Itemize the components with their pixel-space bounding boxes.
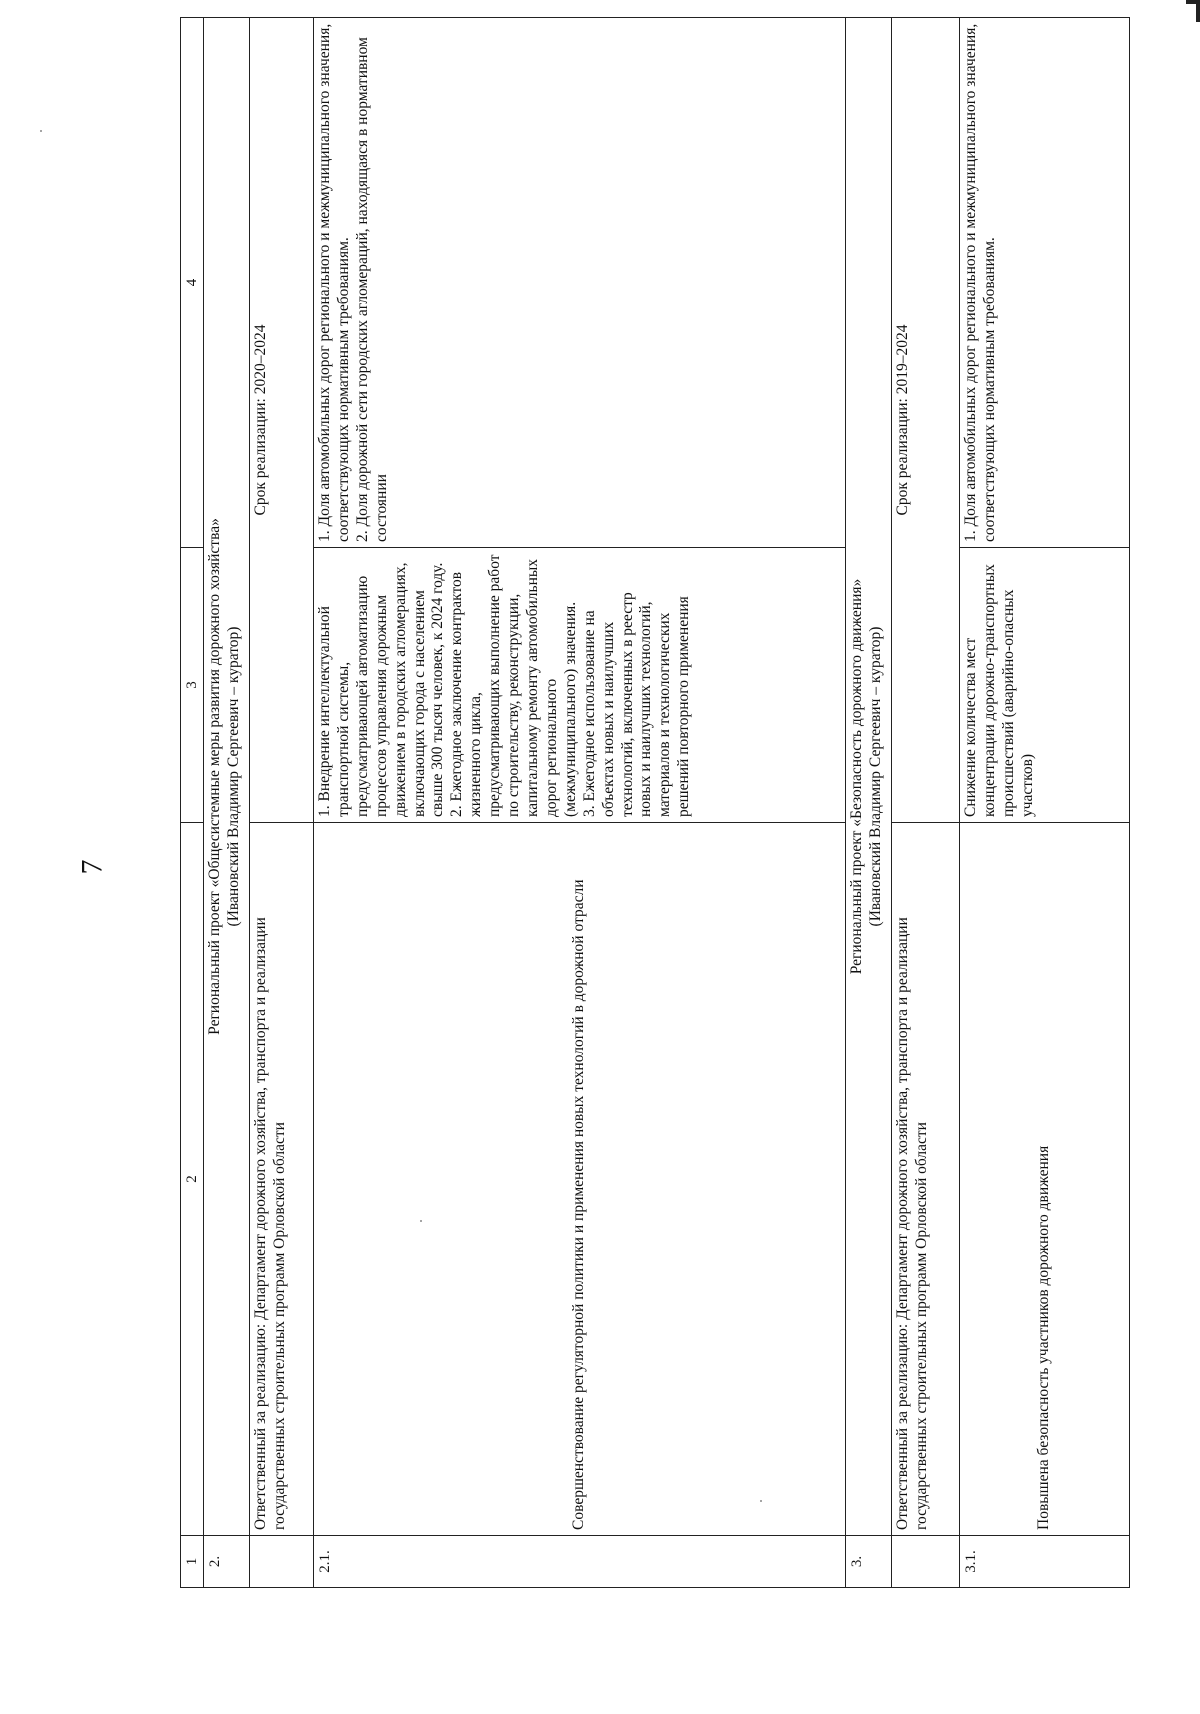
section-3-responsible: Ответственный за реализацию: Департамент дорожного хозяйства, транспорта и реализации государственных строительных программ Орловской области xyxy=(892,823,960,1536)
section-2-title-line2: (Ивановский Владимир Сергеевич – куратор) xyxy=(224,626,242,927)
scan-speck xyxy=(40,130,42,132)
item-2-1-indicator-2: 2. Доля дорожной сети городских агломераций, находящаяся в нормативном состоянии xyxy=(353,37,390,542)
rotated-table-container xyxy=(180,18,1130,1588)
item-2-1-result-1: 1. Внедрение интеллектуальной транспортной системы, предусматривающей автоматизацию процессов управления дорожным движением в городских агломерациях, включающих города с населением свыше 300 тысяч человек, к 2024 году. xyxy=(316,562,447,817)
table-row-3-1 xyxy=(960,18,1130,1588)
header-col-1: 1 xyxy=(181,1536,204,1588)
item-2-1-number: 2.1. xyxy=(314,1536,846,1588)
section-2-title-row xyxy=(204,18,250,1588)
scan-mark-vertical xyxy=(1196,0,1200,22)
header-col-3: 3 xyxy=(181,548,204,823)
item-2-1-indicator-1: 1. Доля автомобильных дорог регионального и межмуниципального значения, соответствующих нормативным требованиям. xyxy=(316,23,352,542)
item-3-1-indicators xyxy=(960,18,1130,548)
section-3-number: 3. xyxy=(846,1536,892,1588)
empty-cell xyxy=(250,1536,314,1588)
section-2-number: 2. xyxy=(204,1536,250,1588)
section-2-period: Срок реализации: 2020–2024 xyxy=(250,18,314,823)
item-3-1-number: 3.1. xyxy=(960,1536,1130,1588)
item-2-1-result-2: 2. Ежегодное заключение контрактов жизненного цикла, предусматривающих выполнение работ по строительству, реконструкции, капитальному ремонту автомобильных дорог регионального (межмуниципального) значения. xyxy=(448,554,579,817)
item-3-1-task: Повышена безопасность участников дорожного движения xyxy=(960,823,1130,1536)
section-3-title-row xyxy=(846,18,892,1588)
item-2-1-task: Совершенствование регуляторной политики и применения новых технологий в дорожной отрасли xyxy=(314,823,846,1536)
section-3-title-line1: Региональный проект «Безопасность дорожного движения» xyxy=(848,578,865,975)
section-3-period: Срок реализации: 2019–2024 xyxy=(892,18,960,823)
header-col-2: 2 xyxy=(181,823,204,1536)
header-row xyxy=(181,18,204,1588)
section-3-title-line2: (Ивановский Владимир Сергеевич – куратор) xyxy=(866,626,884,927)
section-2-title-line1: Региональный проект «Общесистемные меры развития дорожного хозяйства» xyxy=(206,518,223,1035)
section-3-responsible-row xyxy=(892,18,960,1588)
table-row-2-1 xyxy=(314,18,846,1588)
item-3-1-results xyxy=(960,548,1130,823)
item-2-1-indicators xyxy=(314,18,846,548)
page-number: 7 xyxy=(75,859,109,875)
section-2-responsible-row xyxy=(250,18,314,1588)
item-3-1-indicator-1: 1. Доля автомобильных дорог регионального и межмуниципального значения, соответствующих нормативным требованиям. xyxy=(962,23,998,542)
section-3-title xyxy=(846,18,892,1536)
projects-table xyxy=(180,17,1130,1588)
header-col-4: 4 xyxy=(181,18,204,548)
empty-cell xyxy=(892,1536,960,1588)
section-2-responsible: Ответственный за реализацию: Департамент дорожного хозяйства, транспорта и реализации государственных строительных программ Орловской области xyxy=(250,823,314,1536)
item-2-1-result-3: 3. Ежегодное использование на объектах новых и наилучших технологий, включенных в реестр новых и наилучших технологий, материалов и технологических решений повторного применения xyxy=(580,592,693,817)
item-2-1-results xyxy=(314,548,846,823)
item-3-1-result-1: Снижение количества мест концентрации дорожно-транспортных происшествий (аварийно-опасных участков) xyxy=(962,564,1036,817)
section-2-title xyxy=(204,18,250,1536)
